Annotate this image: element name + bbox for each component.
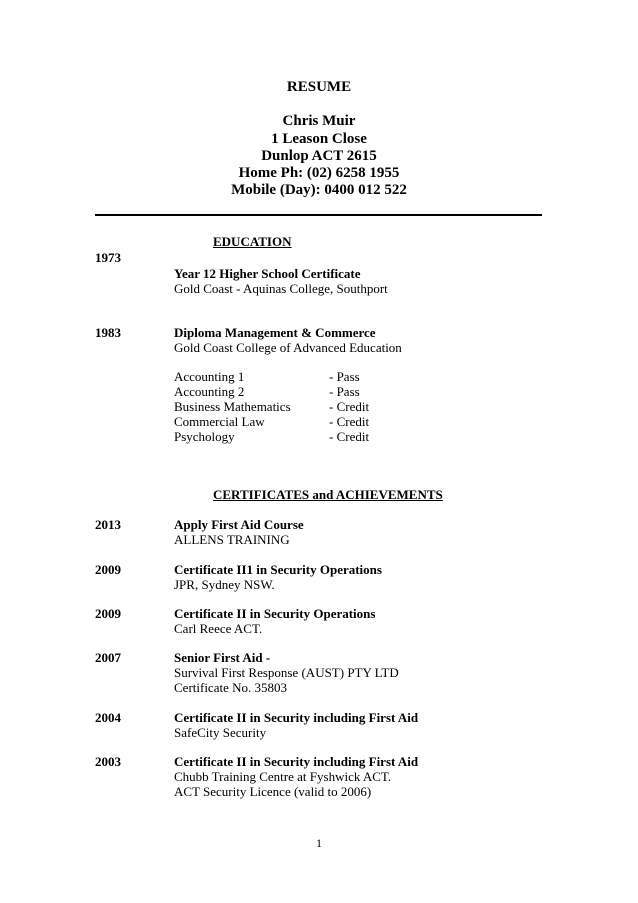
certificate-year-3: 2009 (95, 606, 121, 621)
subject-result: - Credit (329, 399, 370, 414)
certificate-detail: Certificate No. 35803 (174, 680, 287, 695)
contact-address-line2: Dunlop ACT 2615 (261, 148, 377, 164)
education-entry-1 (174, 266, 388, 296)
subject-result: - Pass (329, 384, 360, 399)
certificate-detail: JPR, Sydney NSW. (174, 577, 275, 592)
education-entry-title: Diploma Management & Commerce (174, 325, 376, 340)
certificate-title: Certificate II in Security Operations (174, 606, 376, 621)
certificate-year-6: 2003 (95, 754, 121, 769)
subject-name: Accounting 1 (174, 369, 245, 384)
subjects-list (174, 369, 369, 444)
certificate-detail: ALLENS TRAINING (174, 532, 290, 547)
subject-name: Commercial Law (174, 414, 265, 429)
certificate-entry-4 (174, 650, 399, 695)
education-entry-detail: Gold Coast - Aquinas College, Southport (174, 281, 388, 296)
page-title: RESUME (286, 79, 352, 95)
subject-result: - Credit (329, 429, 370, 444)
contact-home-phone: Home Ph: (02) 6258 1955 (238, 165, 400, 181)
education-entry-title: Year 12 Higher School Certificate (174, 266, 361, 281)
page-number: 1 (316, 836, 322, 850)
education-entry-2 (174, 325, 402, 355)
certificate-year-5: 2004 (95, 710, 121, 725)
education-year-2: 1983 (95, 325, 121, 340)
certificate-title: Certificate II1 in Security Operations (174, 562, 382, 577)
certificate-detail: ACT Security Licence (valid to 2006) (174, 784, 372, 799)
contact-address-line1: 1 Leason Close (271, 131, 367, 147)
certificate-entry-5 (174, 710, 418, 740)
education-heading: EDUCATION (213, 234, 292, 249)
education-entry-detail: Gold Coast College of Advanced Education (174, 340, 402, 355)
certificate-detail: SafeCity Security (174, 725, 267, 740)
contact-mobile: Mobile (Day): 0400 012 522 (231, 182, 407, 198)
header-divider (95, 214, 542, 216)
certificate-title: Senior First Aid - (174, 650, 271, 665)
certificate-detail: Chubb Training Centre at Fyshwick ACT. (174, 769, 392, 784)
subject-row (174, 369, 369, 384)
certificate-entry-1 (174, 517, 304, 547)
subject-name: Accounting 2 (174, 384, 245, 399)
certificate-entry-6 (174, 754, 418, 799)
certificate-detail: Carl Reece ACT. (174, 621, 263, 636)
certificates-heading: CERTIFICATES and ACHIEVEMENTS (213, 487, 443, 502)
certificate-entry-3 (174, 606, 375, 636)
subject-result: - Credit (329, 414, 370, 429)
education-year-1: 1973 (95, 250, 121, 265)
certificate-year-2: 2009 (95, 562, 121, 577)
certificate-title: Certificate II in Security including First Aid (174, 710, 419, 725)
subject-row (174, 414, 369, 429)
subject-row (174, 429, 369, 444)
subject-name: Business Mathematics (174, 399, 291, 414)
certificate-title: Apply First Aid Course (174, 517, 304, 532)
subject-row (174, 399, 369, 414)
contact-name: Chris Muir (282, 113, 356, 129)
certificate-year-4: 2007 (95, 650, 121, 665)
certificate-entry-2 (174, 562, 382, 592)
certificate-year-1: 2013 (95, 517, 121, 532)
subject-row (174, 384, 369, 399)
subject-name: Psychology (174, 429, 235, 444)
certificate-title: Certificate II in Security including First Aid (174, 754, 419, 769)
certificate-detail: Survival First Response (AUST) PTY LTD (174, 665, 399, 680)
subject-result: - Pass (329, 369, 360, 384)
